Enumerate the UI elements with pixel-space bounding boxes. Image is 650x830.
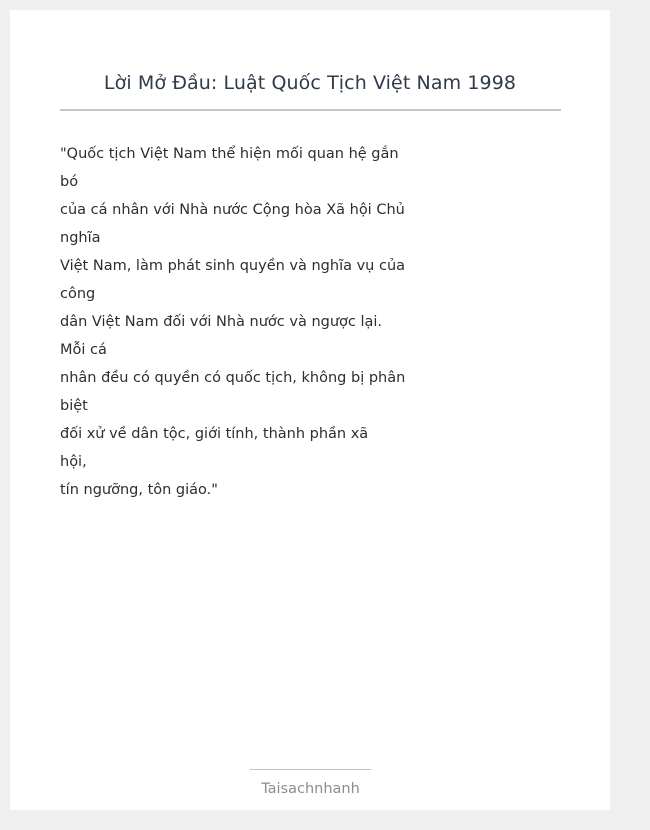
body-line: tín ngưỡng, tôn giáo." [60,482,218,498]
body-line: "Quốc tịch Việt Nam thể hiện mối quan hệ gắn [60,146,399,162]
quote-body [60,140,405,504]
body-line: công [60,286,96,302]
body-line: bó [60,174,79,190]
body-line: Mỗi cá [60,342,107,358]
body-line: nghĩa [60,230,101,246]
body-line: đối xử về dân tộc, giới tính, thành phần xã [60,426,369,442]
body-line: của cá nhân với Nhà nước Cộng hòa Xã hội Chủ [60,202,405,218]
body-line: nhân đều có quyền có quốc tịch, không bị phân [60,370,406,386]
body-line: dân Việt Nam đối với Nhà nước và ngược lại. [60,314,383,330]
body-line: Việt Nam, làm phát sinh quyền và nghĩa vụ của [60,258,406,274]
body-line: biệt [60,398,88,414]
page-title: Lời Mở Đầu: Luật Quốc Tịch Việt Nam 1998 [103,72,517,94]
footer-credit: Taisachnhanh [261,781,360,797]
document-page [10,10,610,810]
body-line: hội, [60,454,87,470]
footer-divider [250,769,371,770]
title-divider [60,109,561,111]
